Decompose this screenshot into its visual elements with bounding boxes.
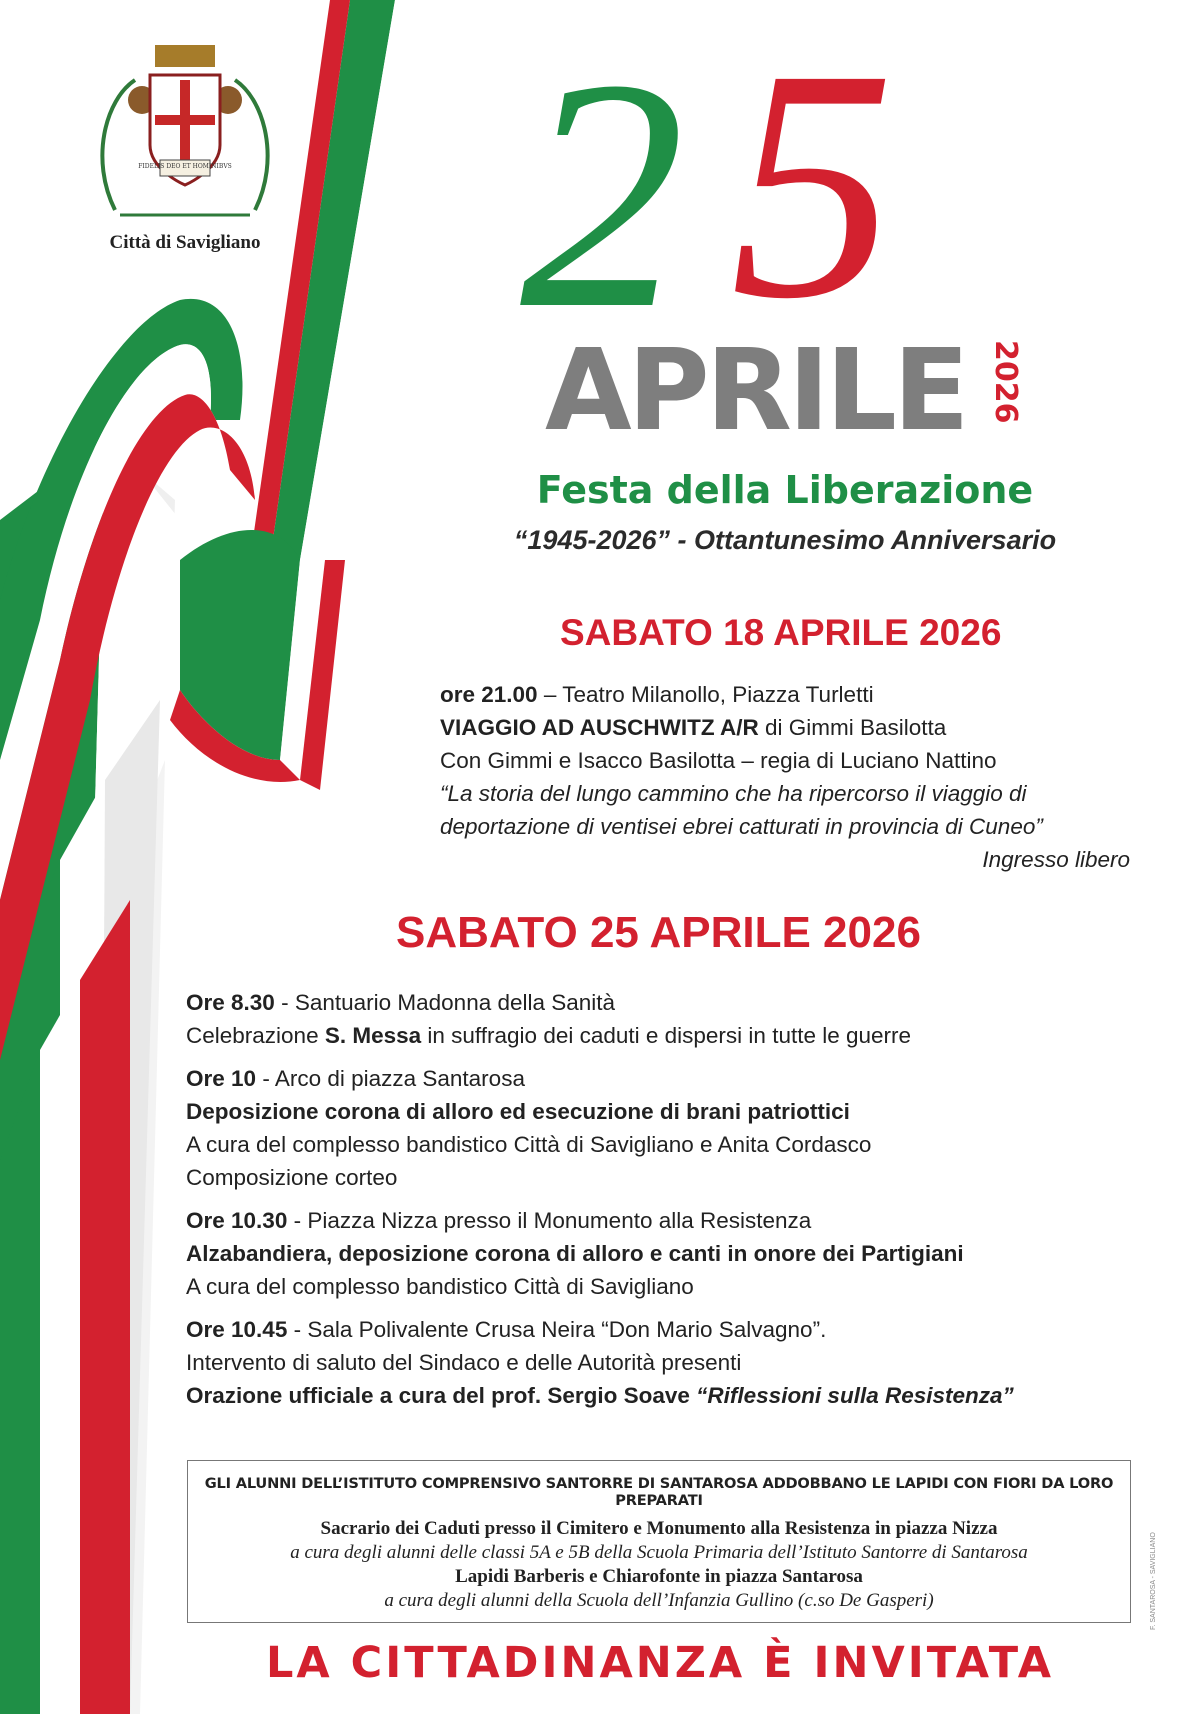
event-title: Festa della Liberazione [536, 468, 1034, 512]
day-digit-5: 5 [730, 2, 895, 367]
program-item: Ore 8.30 - Santuario Madonna della Sanità Celebrazione S. Messa in suffragio dei caduti e dispersi in tutte le guerre [186, 990, 912, 1048]
city-crest [100, 40, 270, 230]
program-item: Ore 10 - Arco di piazza Santarosa Deposizione corona di alloro ed esecuzione di brani patriottici A cura del complesso bandistico Città di Savigliano e Anita Cordasco Composizione corteo [186, 1066, 872, 1190]
day-number [520, 2, 1040, 377]
program-item: Ore 10.45 - Sala Polivalente Crusa Neira “Don Mario Salvagno”. Intervento di saluto del Sindaco e delle Autorità presenti Orazione ufficiale a cura del prof. Sergio Soave “Riflessioni sulla Resistenza” [186, 1317, 1014, 1408]
event-subtitle: “1945-2026” - Ottantunesimo Anniversario [513, 525, 1057, 555]
school-notice-box: GLI ALUNNI DELL’ISTITUTO COMPRENSIVO SANTORRE DI SANTAROSA ADDOBBANO LE LAPIDI CON FIORI DA LORO PREPARATI Sacrario dei Caduti presso il Cimitero e Monumento alla Resistenza in piazza Nizza a cura degli alunni delle classi 5A e 5B della Scuola Primaria dell’Istituto Santorre di Santarosa Lapidi Barberis e Chiarofonte in piazza Santarosa a cura degli alunni della Scuola dell’Infanzia Gullino (c.so De Gasperi) [187, 1460, 1131, 1623]
date-heading-18: SABATO 18 APRILE 2026 [560, 612, 1002, 653]
event-25-program [186, 986, 1166, 1422]
day-digit-2: 2 [520, 12, 685, 377]
school-notice-heading: GLI ALUNNI DELL’ISTITUTO COMPRENSIVO SANTORRE DI SANTAROSA ADDOBBANO LE LAPIDI CON FIORI DA LORO PREPARATI [204, 1475, 1114, 1509]
crest-motto: FIDELIS DEO ET HOMINIBVS [138, 163, 232, 170]
tricolour-ribbon [0, 0, 420, 1714]
city-name: Città di Savigliano [109, 232, 261, 253]
invitation-banner: LA CITTADINANZA È INVITATA [266, 1638, 1054, 1688]
year-vertical: 2026 [988, 340, 1023, 424]
month-title: APRILE [545, 326, 966, 456]
program-item: Ore 10.30 - Piazza Nizza presso il Monumento alla Resistenza Alzabandiera, deposizione corona di alloro e canti in onore dei Partigiani A cura del complesso bandistico Città di Savigliano [186, 1208, 964, 1299]
event-18-details: ore 21.00 – Teatro Milanollo, Piazza Turletti VIAGGIO AD AUSCHWITZ A/R di Gimmi Basilotta Con Gimmi e Isacco Basilotta – regia di Luciano Nattino “La storia del lungo cammino che ha ripercorso il viaggio di deportazione di ventisei ebrei catturati in provincia di Cuneo” Ingresso libero [440, 682, 1130, 872]
print-credit: F. SANTAROSA - SAVIGLIANO [1150, 1532, 1157, 1630]
date-heading-25: SABATO 25 APRILE 2026 [396, 908, 921, 957]
